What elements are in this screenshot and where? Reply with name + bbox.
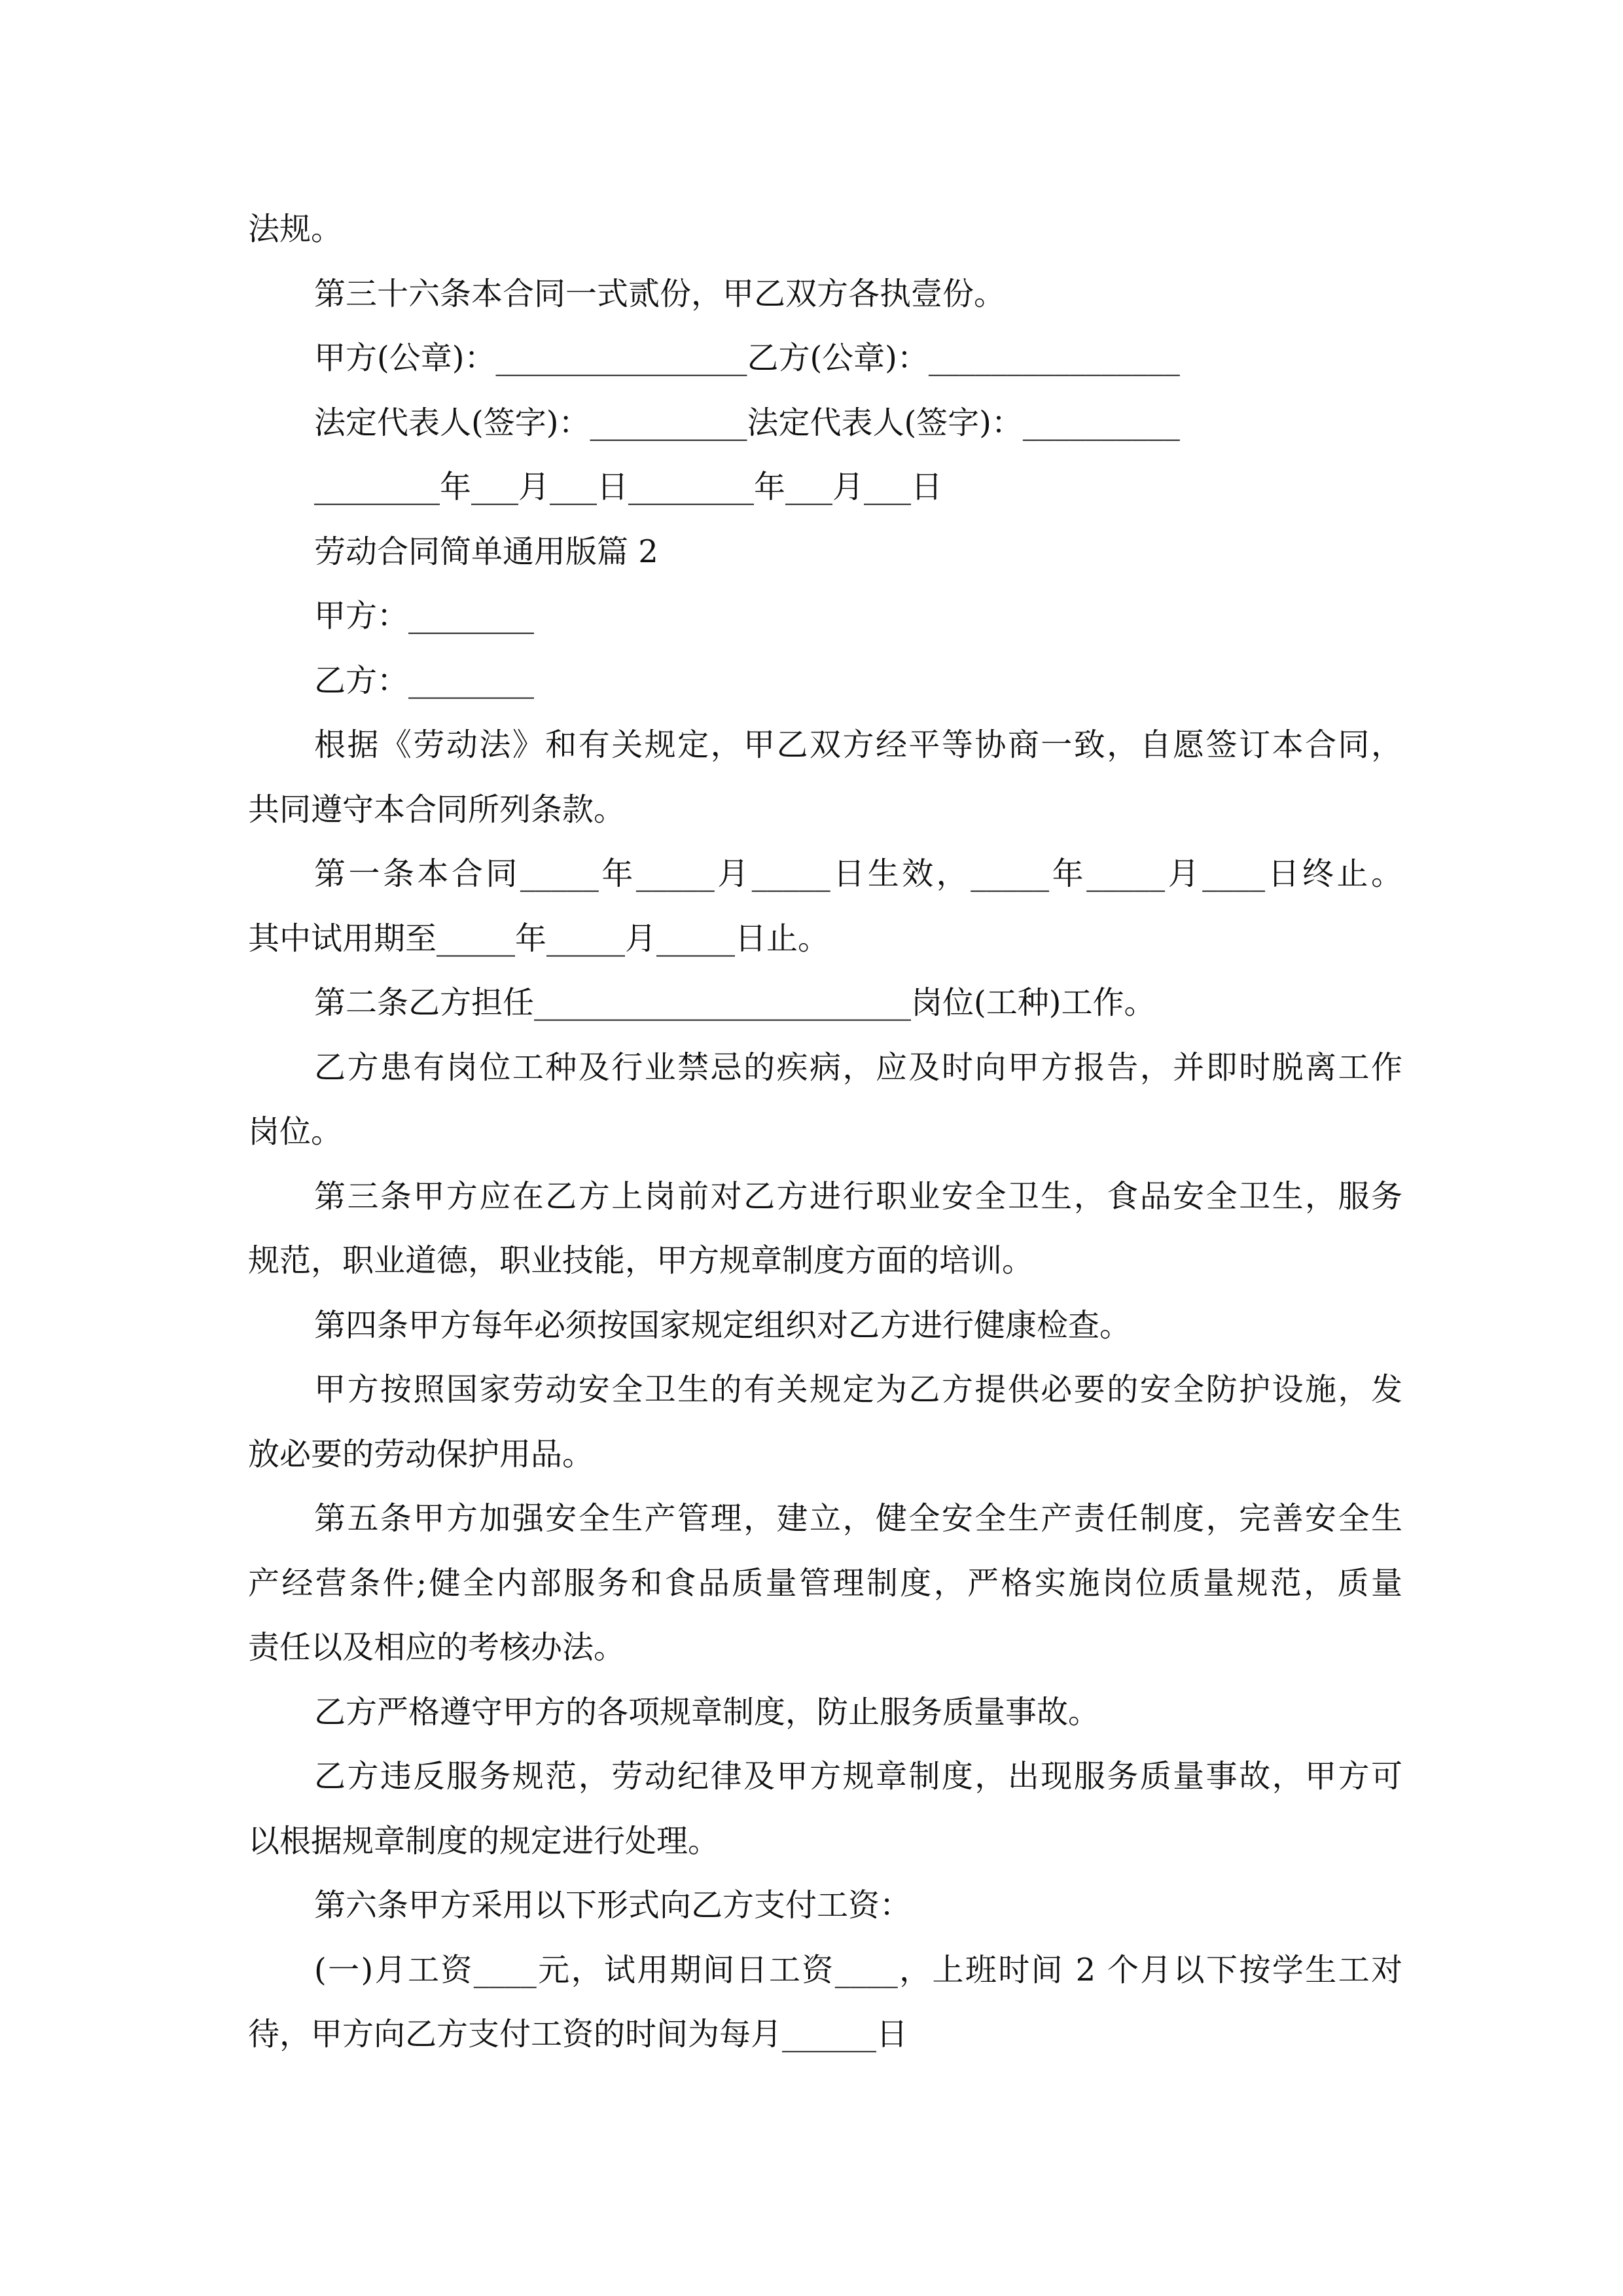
text-line: 第六条甲方采用以下形式向乙方支付工资： — [314, 1887, 912, 1924]
text-line: 劳动合同简单通用版篇 2 — [314, 533, 658, 570]
text-line: (一)月工资____元，试用期间日工资____，上班时间 2 个月以下按学生工对 — [314, 1951, 1402, 1988]
paragraph — [248, 1680, 1402, 1745]
paragraph — [248, 842, 1402, 971]
text-line: 责任以及相应的考核办法。 — [248, 1629, 626, 1666]
paragraph — [248, 197, 1402, 262]
text-line: ________年___月___日________年___月___日 — [314, 469, 943, 505]
paragraph — [248, 713, 1402, 842]
paragraph — [248, 1938, 1402, 2067]
text-line: 产经营条件;健全内部服务和食品质量管理制度，严格实施岗位质量规范，质量 — [248, 1564, 1402, 1602]
text-line: 根据《劳动法》和有关规定，甲乙双方经平等协商一致，自愿签订本合同， — [314, 726, 1402, 763]
text-line: 第三十六条本合同一式贰份，甲乙双方各执壹份。 — [314, 275, 1006, 312]
paragraph — [248, 971, 1402, 1035]
paragraph — [248, 1293, 1402, 1358]
text-line: 以根据规章制度的规定进行处理。 — [248, 1822, 720, 1859]
paragraph — [248, 1164, 1402, 1293]
text-line: 乙方：________ — [314, 662, 535, 699]
text-line: 第一条本合同_____年_____月_____日生效，_____年_____月____日终止。 — [314, 855, 1402, 892]
text-line: 法规。 — [248, 211, 343, 247]
text-line: 甲方按照国家劳动安全卫生的有关规定为乙方提供必要的安全防护设施，发 — [314, 1371, 1402, 1408]
text-line: 法定代表人(签字)：__________法定代表人(签字)：__________ — [314, 404, 1180, 441]
text-line: 甲方：________ — [314, 598, 535, 634]
text-line: 乙方严格遵守甲方的各项规章制度，防止服务质量事故。 — [314, 1693, 1100, 1731]
text-line: 待，甲方向乙方支付工资的时间为每月______日 — [248, 2016, 908, 2053]
paragraph — [248, 1357, 1402, 1486]
text-line: 乙方违反服务规范，劳动纪律及甲方规章制度，出现服务质量事故，甲方可 — [314, 1758, 1402, 1795]
paragraph — [248, 1035, 1402, 1164]
paragraph — [248, 520, 1402, 584]
paragraph — [248, 391, 1402, 456]
text-line: 乙方患有岗位工种及行业禁忌的疾病，应及时向甲方报告，并即时脱离工作 — [314, 1049, 1402, 1086]
paragraph — [248, 584, 1402, 649]
text-line: 第五条甲方加强安全生产管理，建立，健全安全生产责任制度，完善安全生 — [314, 1500, 1402, 1537]
text-line: 第二条乙方担任________________________岗位(工种)工作。 — [314, 984, 1156, 1021]
paragraph — [248, 262, 1402, 327]
text-line: 其中试用期至_____年_____月_____日止。 — [248, 920, 830, 957]
document-body — [248, 197, 1402, 2067]
text-line: 规范，职业道德，职业技能，甲方规章制度方面的培训。 — [248, 1242, 1034, 1279]
paragraph — [248, 455, 1402, 520]
text-line: 甲方(公章)：________________乙方(公章)：________________ — [314, 340, 1180, 376]
paragraph — [248, 649, 1402, 713]
paragraph — [248, 1486, 1402, 1680]
text-line: 第四条甲方每年必须按国家规定组织对乙方进行健康检查。 — [314, 1306, 1132, 1344]
text-line: 共同遵守本合同所列条款。 — [248, 791, 626, 828]
text-line: 第三条甲方应在乙方上岗前对乙方进行职业安全卫生，食品安全卫生，服务 — [314, 1177, 1402, 1215]
text-line: 放必要的劳动保护用品。 — [248, 1435, 594, 1473]
text-line: 岗位。 — [248, 1113, 343, 1150]
paragraph — [248, 326, 1402, 391]
paragraph — [248, 1873, 1402, 1938]
paragraph — [248, 1744, 1402, 1873]
